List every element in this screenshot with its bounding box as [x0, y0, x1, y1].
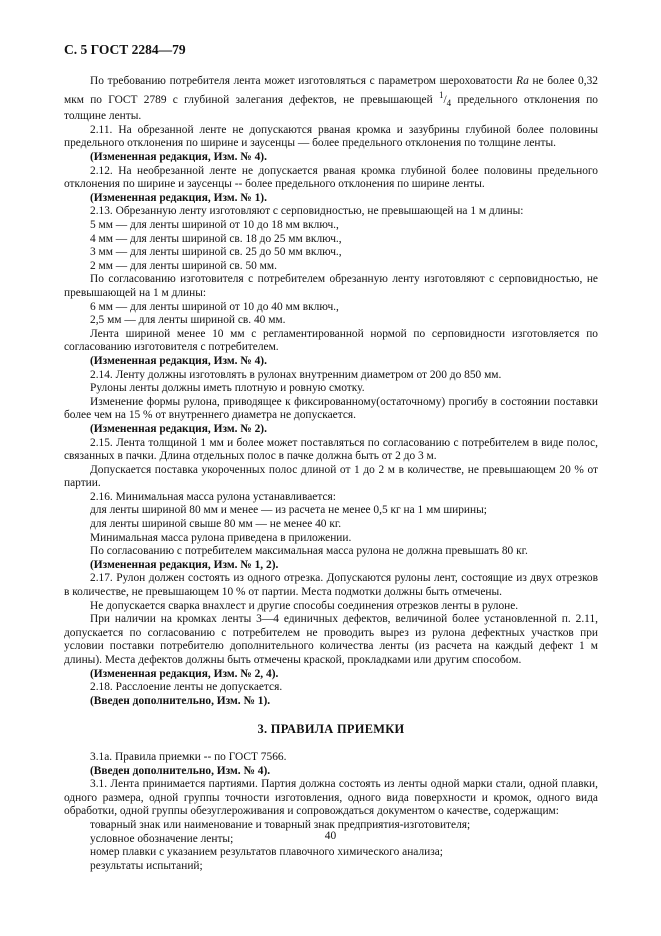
- paragraph: [64, 75, 598, 124]
- section-3-title: 3. ПРАВИЛА ПРИЕМКИ: [257, 722, 405, 737]
- paragraph: 5 мм — для ленты шириной от 10 до 18 мм включ.,: [90, 219, 339, 232]
- paragraph: для ленты шириной свыше 80 мм — не менее 40 кг.: [90, 518, 342, 531]
- paragraph: номер плавки с указанием результатов плавочного химического анализа;: [90, 846, 443, 859]
- amendment-note: (Измененная редакция, Изм. № 4).: [90, 151, 267, 164]
- paragraph: 2.12. На необрезанной ленте не допускается рваная кромка глубиной более половины предельного отклонения по ширине и заусенцы -- более предельного отклонения по ширине ленты.: [64, 164, 598, 191]
- section-2-continuation: [64, 75, 598, 708]
- amendment-note: (Измененная редакция, Изм. № 2).: [90, 422, 267, 435]
- paragraph: 2.17. Рулон должен состоять из одного отрезка. Допускаются рулоны лент, состоящие из двух отрезков в количестве, не превышающем 10 % от партии. Места подмотки должны быть отмечены.: [64, 572, 598, 599]
- document-body: [64, 75, 598, 873]
- amendment-note: (Введен дополнительно, Изм. № 4).: [90, 764, 271, 777]
- amendment-note: (Измененная редакция, Изм. № 1, 2).: [90, 558, 279, 571]
- paragraph: При наличии на кромках ленты 3—4 единичных дефектов, величиной более установленной п. 2.11, допускается по согласованию с потребителем не проводить вырез из рулона дефектных участков при условии поставки потребителю дополнительного количества ленты (из расчета на каждый дефект 1 м длины). Места дефектов должны быть отмечены краской, прокладками или другим способом.: [64, 613, 598, 667]
- paragraph: условное обозначение ленты;: [90, 832, 234, 845]
- paragraph: Допускается поставка укороченных полос длиной от 1 до 2 м в количестве, не превышающем 20 % от партии.: [64, 463, 598, 490]
- paragraph: 3.1а. Правила приемки -- по ГОСТ 7566.: [90, 750, 287, 763]
- paragraph: Минимальная масса рулона приведена в приложении.: [90, 531, 352, 544]
- paragraph: для ленты шириной 80 мм и менее — из расчета не менее 0,5 кг на 1 мм ширины;: [90, 504, 487, 517]
- paragraph: 2.11. На обрезанной ленте не допускаются рваная кромка и зазубрины глубиной более половины предельного отклонения по ширине и заусенцы — более предельного отклонения по толщине ленты.: [64, 123, 598, 150]
- paragraph: 2.18. Расслоение ленты не допускается.: [90, 681, 283, 694]
- paragraph: По согласованию с потребителем максимальная масса рулона не должна превышать 80 кг.: [90, 545, 528, 558]
- fraction-slash: /: [443, 93, 447, 106]
- paragraph: 2.14. Ленту должны изготовлять в рулонах внутренним диаметром от 200 до 850 мм.: [90, 368, 502, 381]
- roughness-symbol: Ra: [516, 75, 529, 87]
- paragraph: 4 мм — для ленты шириной св. 18 до 25 мм включ.,: [90, 232, 342, 245]
- page-header: С. 5 ГОСТ 2284—79: [64, 42, 186, 57]
- text-run: не более 0,32 мкм по ГОСТ 2789 с глубиной залегания дефектов, не превышающей: [64, 75, 598, 106]
- paragraph: 6 мм — для ленты шириной от 10 до 40 мм включ.,: [90, 300, 339, 313]
- paragraph: Рулоны ленты должны иметь плотную и ровную смотку.: [90, 382, 365, 395]
- paragraph: По согласованию изготовителя с потребителем обрезанную ленту изготовляют с серповидностью, не превышающей на 1 м длины:: [64, 273, 598, 299]
- paragraph: 2.15. Лента толщиной 1 мм и более может поставляться по согласованию с потребителем в виде полос, связанных в пачки. Длина отдельных полос в пачке должна быть от 2 до 3 м.: [64, 436, 598, 463]
- paragraph: Лента шириной менее 10 мм с регламентированной нормой по серповидности изготовляется по согласованию изготовителя с потребителем.: [64, 327, 598, 354]
- paragraph: 3.1. Лента принимается партиями. Партия должна состоять из ленты одной марки стали, одной плавки, одного размера, одной группы точности изготовления, одного вида поверхности и кромок, одного вида обработки, одной группы обезуглероживания и сопровождаться документом о качестве, содержащим:: [64, 778, 598, 818]
- fraction-part: 1: [438, 89, 444, 100]
- amendment-note: (Измененная редакция, Изм. № 4).: [90, 354, 267, 367]
- section-3-body: [64, 751, 598, 873]
- paragraph: 2,5 мм — для ленты шириной св. 40 мм.: [90, 314, 286, 327]
- amendment-note: (Введен дополнительно, Изм. № 1).: [90, 694, 271, 707]
- text-run: По требованию потребителя лента может изготовляться с параметром шероховатости: [90, 75, 517, 87]
- paragraph: 2 мм — для ленты шириной св. 50 мм.: [90, 259, 277, 272]
- paragraph: Изменение формы рулона, приводящее к фиксированному(остаточному) прогибу в состоянии поставки более чем на 15 % от внутреннего диаметра не допускается.: [64, 395, 598, 422]
- paragraph: 2.16. Минимальная масса рулона устанавливается:: [90, 490, 336, 503]
- paragraph: 3 мм — для ленты шириной св. 25 до 50 мм включ.,: [90, 246, 342, 259]
- fraction-part: 4: [446, 97, 452, 108]
- paragraph: результаты испытаний;: [90, 859, 203, 872]
- amendment-note: (Измененная редакция, Изм. № 1).: [90, 191, 267, 204]
- text-run: предельного отклонения по толщине ленты.: [64, 93, 599, 123]
- paragraph: 2.13. Обрезанную ленту изготовляют с серповидностью, не превышающей на 1 м длины:: [90, 205, 524, 218]
- paragraph: Не допускается сварка внахлест и другие способы соединения отрезков ленты в рулоне.: [90, 599, 519, 612]
- page-number: 40: [324, 830, 337, 842]
- paragraph: товарный знак или наименование и товарный знак предприятия-изготовителя;: [90, 818, 471, 831]
- amendment-note: (Измененная редакция, Изм. № 2, 4).: [90, 667, 279, 680]
